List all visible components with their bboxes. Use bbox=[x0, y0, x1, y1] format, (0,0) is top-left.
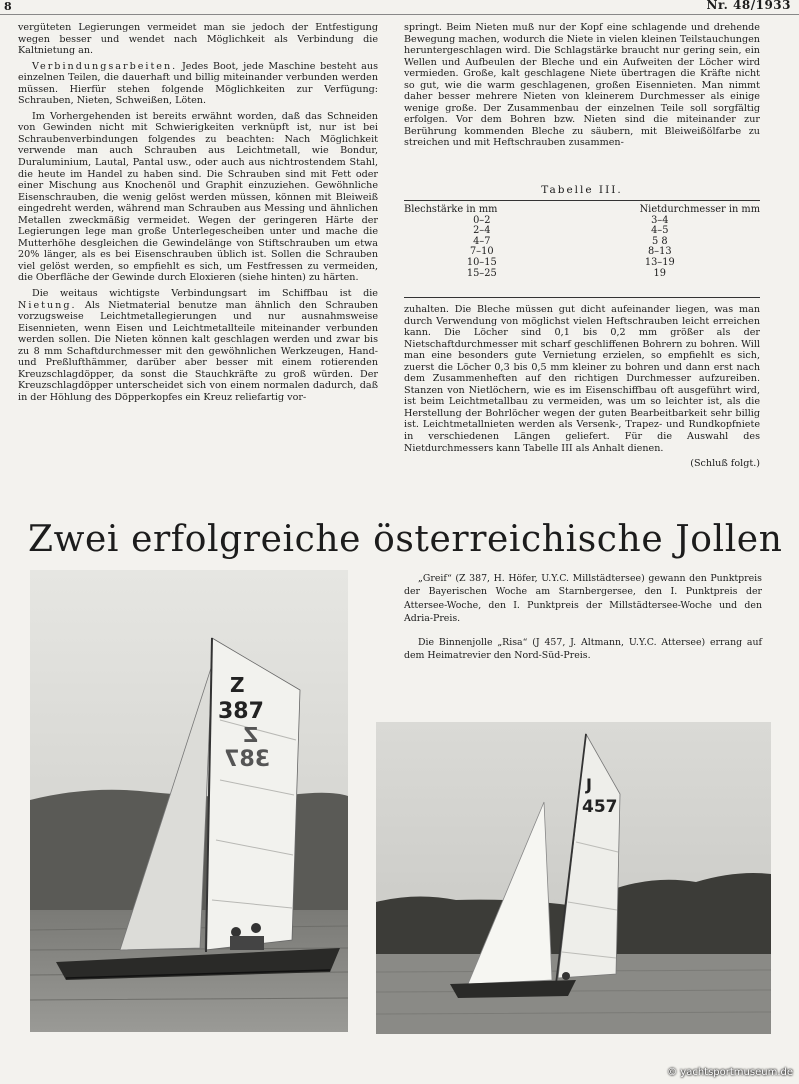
paragraph: springt. Beim Nieten muß nur der Kopf eine schlagende und drehende Bewegung machen, wodurch die Niete in vielen kleinen Teilstauchungen heruntergeschlagen wird. Die Schlagstärke braucht nur gering sein, ein Wellen und Aufbeulen der Bleche und ein Aufweiten der Löcher wird vermieden. Große, kalt geschlagene Niete übertragen die Kräfte nicht so gut, wie die warm geschlagenen, großen Eisennieten. Man nimmt daher besser mehrere Nieten von kleinerem Durchmesser als einige wenige große. Der Zusammenbau der einzelnen Teile soll sorgfältig erfolgen. Vor dem Bohren bzw. Nieten sind die miteinander zur Berührung kommenden Bleche zu säubern, mit Bleiweißölfarbe zu streichen und mit Heftschrauben zusammen- bbox=[404, 22, 760, 149]
table-title: Tabelle III. bbox=[541, 184, 623, 196]
paragraph: Verbindungsarbeiten. Jedes Boot, jede Maschine besteht aus einzelnen Teilen, die dauerhaft und billig miteinander verbunden werden müssen. Hierfür stehen folgende Möglichkeiten zur Verfügung: Schrauben, Nieten, Schweißen, Löten. bbox=[18, 60, 378, 107]
photo-risa-drawing bbox=[376, 722, 771, 1034]
sail-number-1: 387 bbox=[218, 699, 264, 724]
header-rule bbox=[0, 14, 799, 15]
table-row: 2–4 4–5 bbox=[473, 225, 669, 237]
page-number: 8 bbox=[4, 0, 12, 13]
left-column bbox=[18, 22, 378, 408]
table-row: 15–25 19 bbox=[466, 267, 666, 279]
rivet-table bbox=[404, 205, 760, 279]
table-row: 4–7 5 8 bbox=[473, 235, 668, 247]
watermark: © yachtsportmuseum.de bbox=[667, 1067, 793, 1078]
photo-risa bbox=[376, 722, 771, 1034]
issue-number: Nr. 48/1933 bbox=[706, 0, 791, 12]
paragraph: Die weitaus wichtigste Verbindungsart im Schiffbau ist die Nietung. Als Nietmaterial benutze man ähnlich den Schrauben vorzugsweise Leichtmetallegierungen und nur ausnahmsweise Eisennieten, wenn Eisen und Leichtmetallteile miteinander verbunden werden sollen. Die Nieten können kalt geschlagen werden und zwar bis zu 8 mm Schaftdurchmesser mit den gewöhnlichen Werkzeugen, Hand- und Preßlufthämmer, darüber aber besser mit einem rotierenden Kreuzschlagdöpper, da sonst die Stauchkräfte zu groß würden. Der Kreuzschlagdöpper unterscheidet sich von einem normalen dadurch, daß in der Höhlung des Döpperkopfes ein Kreuz reliefartig vor- bbox=[18, 288, 378, 403]
photo-greif bbox=[30, 570, 348, 1032]
right-column-top bbox=[404, 22, 760, 153]
to-be-continued: (Schluß folgt.) bbox=[690, 458, 760, 470]
sail-number-1-mirror: 387 bbox=[224, 747, 270, 772]
table-header-sheet: Blechstärke in mm bbox=[404, 204, 498, 215]
section-heading: Verbindungsarbeiten. bbox=[32, 60, 178, 72]
photo-caption bbox=[404, 572, 762, 672]
sail-number-2: 457 bbox=[582, 797, 618, 817]
article-headline: Zwei erfolgreiche österreichische Jollen bbox=[28, 519, 783, 560]
sail-letter-1-mirror: Z bbox=[243, 723, 258, 747]
photo-greif-drawing bbox=[30, 570, 348, 1032]
table-rule-bottom bbox=[404, 297, 760, 298]
table-row: 7–10 8–13 bbox=[469, 246, 672, 258]
sail-letter-1: Z bbox=[230, 673, 245, 697]
paragraph: vergüteten Legierungen vermeidet man sie jedoch der Entfestigung wegen besser und wendet nach Möglichkeit als Verbindung die Kaltnietung an. bbox=[18, 22, 378, 57]
table-row: 0–2 3–4 bbox=[473, 214, 669, 226]
right-column-bottom bbox=[404, 304, 760, 470]
table-header-rivet: Nietdurchmesser in mm bbox=[639, 204, 760, 215]
caption-risa: Die Binnenjolle „Risa“ (J 457, J. Altmann, U.Y.C. Attersee) errang auf dem Heimatrevier den Nord-Süd-Preis. bbox=[404, 636, 763, 662]
table-rule-top bbox=[404, 200, 760, 201]
sail-letter-2: J bbox=[586, 775, 592, 794]
caption-greif: „Greif“ (Z 387, H. Höfer, U.Y.C. Millstädtersee) gewann den Punktpreis der Bayerischen Woche am Starnbergersee, den I. Punktpreis der Attersee-Woche, den I. Punktpreis der Millstädtersee-Woche und den Adria-Preis. bbox=[404, 573, 762, 625]
table-row: 10–15 13–19 bbox=[466, 256, 675, 268]
paragraph: zuhalten. Die Bleche müssen gut dicht aufeinander liegen, was man durch Verwendung von möglichst vielen Heftschrauben leicht erreichen kann. Die Löcher sind 0,1 bis 0,2 mm größer als der Nietschaftdurchmesser mit scharf geschliffenen Bohrern zu bohren. Will man eine besonders gute Vernietung erzielen, so empfiehlt es sich, zuerst die Löcher 0,3 bis 0,5 mm kleiner zu bohren und dann erst nach dem Zusammenheften auf den richtigen Durchmesser aufzureiben. Stanzen von Nietlöchern, wie es im Eisenschiffbau oft ausgeführt wird, ist beim Leichtmetallbau zu vermeiden, was um so leichter ist, als die Herstellung der Bohrlöcher wegen der guten Bearbeitbarkeit sehr billig ist. Leichtmetallnieten werden als Versenk-, Trapez- und Rundkopfniete in verschiedenen Längen geliefert. Für die Auswahl des Nietdurchmessers kann Tabelle III als Anhalt dienen. bbox=[404, 304, 760, 454]
section-heading: Nietung. bbox=[18, 299, 77, 311]
paragraph: Im Vorhergehenden ist bereits erwähnt worden, daß das Schneiden von Gewinden nicht mit Schwierigkeiten verknüpft ist, nur ist bei Schraubenverbindungen folgendes zu beachten: Nach Möglichkeit verwende man auch Schrauben aus Leichtmetall, wie Bondur, Duraluminium, Lautal, Pantal usw., oder auch aus nichtrostendem Stahl, die heute im Handel zu haben sind. Die Schrauben sind mit Fett oder einer Mischung aus Knochenöl und Graphit einzuziehen. Gewöhnliche Eisenschrauben, die wenig gelöst werden müssen, können mit Bleiweiß eingedreht werden, während man Schrauben aus Messing und ähnlichen Metallen zweckmäßig vermeidet. Wegen der geringeren Härte der Legierungen lege man große Unterlegescheiben unter und mache die Mutterhöhe desgleichen die Gewindelänge von Stiftschrauben um etwa 20% länger, als es bei Eisenschrauben üblich ist. Sollen die Schrauben viel gelöst werden, so empfiehlt es sich, um Festfressen zu vermeiden, die Oberfläche der Gewinde durch Eloxieren (siehe hinten) zu härten. bbox=[18, 110, 378, 284]
